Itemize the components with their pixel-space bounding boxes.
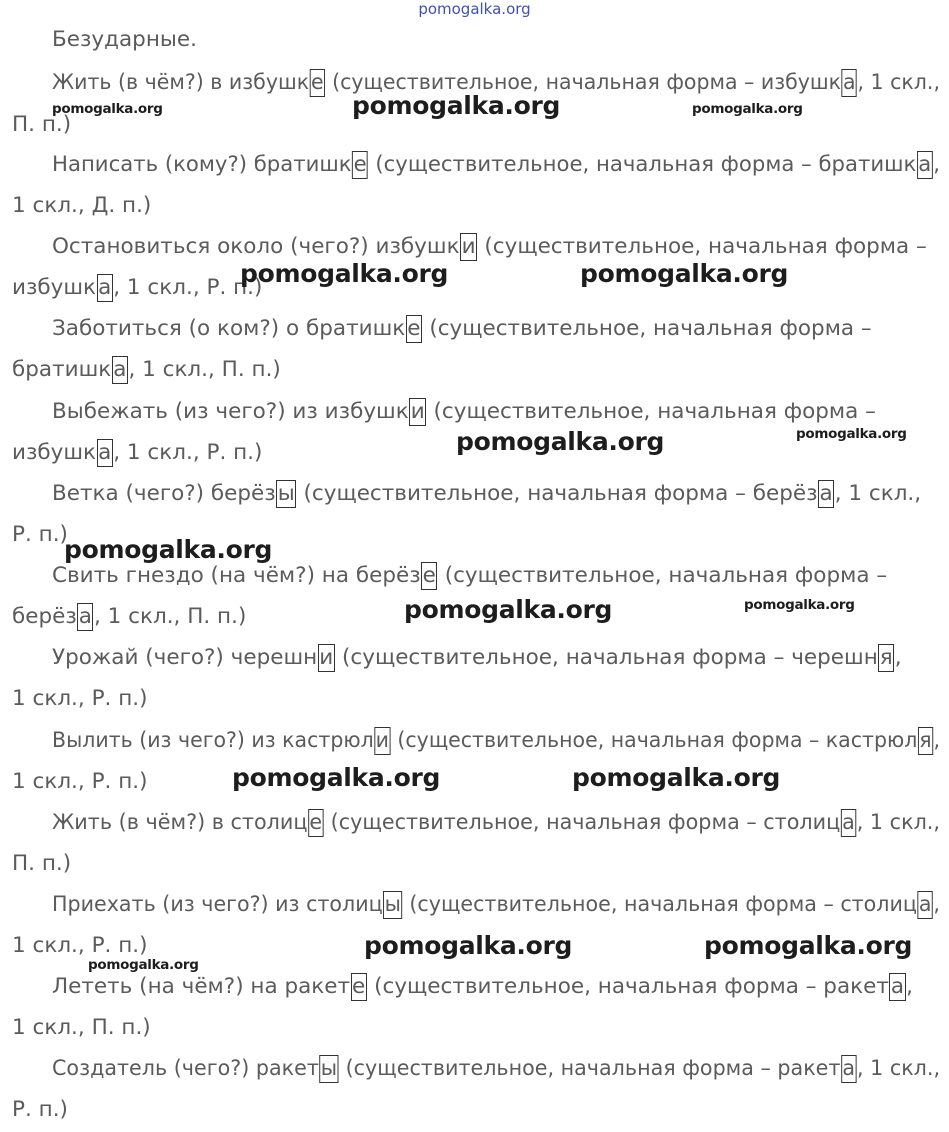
section-heading: Безударные. xyxy=(52,27,197,52)
watermark: pomogalka.org xyxy=(404,595,613,624)
text-line: избушка, 1 скл., Р. п.) xyxy=(12,440,263,465)
ending-box: а xyxy=(918,152,932,177)
ending-box: а xyxy=(842,70,856,95)
watermark: pomogalka.org xyxy=(232,763,441,792)
text-line: Выбежать (из чего?) из избушки (существительное, начальная форма – xyxy=(52,399,876,424)
ending-box: а xyxy=(842,1056,856,1081)
text-line: Р. п.) xyxy=(12,1097,68,1122)
text-line: Р. п.) xyxy=(12,522,68,547)
ending-box: ы xyxy=(277,481,295,506)
ending-box: е xyxy=(309,810,323,835)
text-line: Ветка (чего?) берёзы (существительное, начальная форма – берёза, 1 скл., xyxy=(52,481,922,506)
text-line: 1 скл., Р. п.) xyxy=(12,686,148,711)
ending-box: ы xyxy=(320,1056,338,1081)
text-line: Свить гнездо (на чём?) на берёзе (существительное, начальная форма – xyxy=(52,563,888,588)
ending-box: и xyxy=(375,728,389,753)
ending-box: а xyxy=(918,892,932,917)
watermark: pomogalka.org xyxy=(52,101,163,117)
text-line: 1 скл., Р. п.) xyxy=(12,769,148,794)
ending-box: е xyxy=(353,152,367,177)
text-line: 1 скл., Д. п.) xyxy=(12,193,152,218)
watermark: pomogalka.org xyxy=(572,763,781,792)
ending-box: а xyxy=(78,604,92,629)
ending-box: а xyxy=(98,275,112,300)
text-line: П. п.) xyxy=(12,851,72,876)
watermark: pomogalka.org xyxy=(352,91,561,120)
text-line: Приехать (из чего?) из столицы (существительное, начальная форма – столица, xyxy=(52,892,940,917)
text-line: П. п.) xyxy=(12,112,72,137)
text-line: Создатель (чего?) ракеты (существительное, начальная форма – ракета, 1 скл., xyxy=(52,1056,941,1081)
text-line: берёза, 1 скл., П. п.) xyxy=(12,604,247,629)
ending-box: а xyxy=(113,357,127,382)
text-line: Вылить (из чего?) из кастрюли (существительное, начальная форма – кастрюля, xyxy=(52,728,941,753)
ending-box: а xyxy=(98,440,112,465)
ending-box: и xyxy=(410,399,425,424)
text-line: 1 скл., П. п.) xyxy=(12,1015,151,1040)
watermark: pomogalka.org xyxy=(88,957,199,973)
ending-box: ы xyxy=(384,892,401,917)
text-line: Написать (кому?) братишке (существительное, начальная форма – братишка, xyxy=(52,152,941,177)
ending-box: е xyxy=(422,563,436,588)
text-line: Жить (в чём?) в столице (существительное, начальная форма – столица, 1 скл., xyxy=(52,810,940,835)
watermark: pomogalka.org xyxy=(704,931,913,960)
text-line: 1 скл., Р. п.) xyxy=(12,933,148,958)
ending-box: а xyxy=(842,810,855,835)
text-line: Лететь (на чём?) на ракете (существительное, начальная форма – ракета, xyxy=(52,974,913,999)
ending-box: и xyxy=(461,234,476,259)
watermark: pomogalka.org xyxy=(64,535,273,564)
ending-box: я xyxy=(919,728,932,753)
ending-box: а xyxy=(890,974,905,999)
ending-box: е xyxy=(352,974,366,999)
ending-box: е xyxy=(311,70,324,95)
text-line: избушка, 1 скл., Р. п.) xyxy=(12,275,263,300)
watermark: pomogalka.org xyxy=(580,259,789,288)
text-line: Урожай (чего?) черешни (существительное, начальная форма – черешня, xyxy=(52,645,902,670)
text-line: Заботиться (о ком?) о братишке (существительное, начальная форма – xyxy=(52,316,872,341)
ending-box: а xyxy=(819,481,833,506)
site-link[interactable]: pomogalka.org xyxy=(418,0,531,18)
text-line: Остановиться около (чего?) избушки (существительное, начальная форма – xyxy=(52,234,927,259)
watermark: pomogalka.org xyxy=(692,101,803,117)
ending-box: и xyxy=(319,645,334,670)
ending-box: е xyxy=(407,316,421,341)
ending-box: я xyxy=(879,645,893,670)
watermark: pomogalka.org xyxy=(796,426,907,442)
watermark: pomogalka.org xyxy=(240,259,449,288)
text-line: Жить (в чём?) в избушке (существительное, начальная форма – избушка, 1 скл., xyxy=(52,70,940,95)
watermark: pomogalka.org xyxy=(364,931,573,960)
watermark: pomogalka.org xyxy=(744,597,855,613)
watermark: pomogalka.org xyxy=(456,427,665,456)
text-line: братишка, 1 скл., П. п.) xyxy=(12,357,281,382)
